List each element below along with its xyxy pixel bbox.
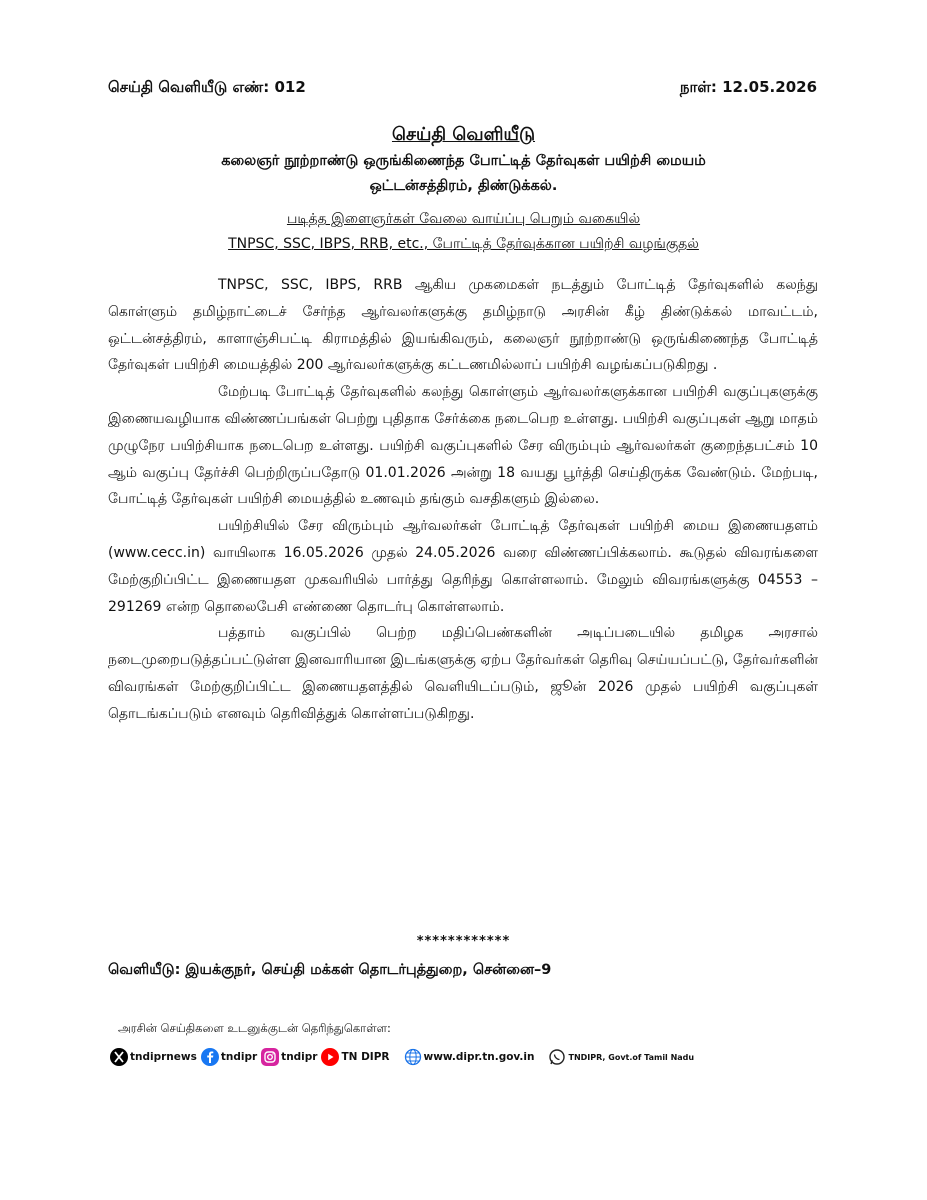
subtitle-line-2: ஒட்டன்சத்திரம், திண்டுக்கல். [369,178,558,194]
social-facebook-label: tndipr [220,1051,258,1063]
globe-icon [404,1048,422,1066]
subtitle-line-1: கலைஞர் நூற்றாண்டு ஒருங்கிணைந்த போட்டித் தேர்வுகள் பயிற்சி மையம் [221,153,706,169]
x-icon [110,1048,128,1066]
body-text [108,272,818,728]
social-facebook[interactable] [201,1048,257,1066]
header-row [108,78,817,98]
social-whatsapp[interactable] [548,1048,694,1066]
youtube-icon [321,1048,339,1066]
social-links [110,1046,698,1068]
follow-text: அரசின் செய்திகளை உடனுக்குடன் தெரிந்துகொள்ள: [118,1021,391,1035]
social-x-label: tndiprnews [130,1051,197,1063]
social-instagram-label: tndipr [281,1051,318,1063]
page-title: செய்தி வெளியீடு [391,124,536,145]
topic-line-1: படித்த இளைஞர்கள் வேலை வாய்ப்பு பெறும் வகையில் [286,211,641,227]
social-instagram[interactable] [261,1048,317,1066]
facebook-icon [201,1048,219,1066]
social-x[interactable] [110,1048,197,1066]
social-youtube-label: TN DIPR [341,1051,390,1063]
social-whatsapp-label: TNDIPR, Govt.of Tamil Nadu [568,1052,695,1062]
instagram-icon [261,1048,279,1066]
social-website-label: www.dipr.tn.gov.in [423,1051,535,1063]
release-number: செய்தி வெளியீடு எண்: 012 [108,78,306,96]
social-website[interactable] [404,1048,535,1066]
separator: ************ [416,934,511,949]
paragraph-1: TNPSC, SSC, IBPS, RRB ஆகிய முகமைகள் நடத்தும் போட்டித் தேர்வுகளில் கலந்து கொள்ளும் தமிழ்நாட்டைச் சேர்ந்த ஆர்வலர்களுக்கு தமிழ்நாடு அரசின் கீழ் திண்டுக்கல் மாவட்டம், ஒட்டன்சத்திரம், காளாஞ்சிபட்டி கிராமத்தில் இயங்கிவரும், கலைஞர் நூற்றாண்டு ஒருங்கிணைந்த போட்டித் தேர்வுகள் பயிற்சி மையத்தில் 200 ஆர்வலர்களுக்கு கட்டணமில்லாப் பயிற்சி வழங்கப்படுகிறது . [108,277,818,374]
social-youtube[interactable] [321,1048,389,1066]
paragraph-3: பயிற்சியில் சேர விரும்பும் ஆர்வலர்கள் போட்டித் தேர்வுகள் பயிற்சி மைய இணையதளம் (www.cecc.in) வாயிலாக 16.05.2026 முதல் 24.05.2026 வரை விண்ணப்பிக்கலாம். கூடுதல் விவரங்களை மேற்குறிப்பிட்ட இணையதள முகவரியில் பார்த்து தெரிந்து கொள்ளலாம். மேலும் விவரங்களுக்கு 04553 – 291269 என்ற தொலைபேசி எண்ணை தொடர்பு கொள்ளலாம். [108,518,818,615]
paragraph-2: மேற்படி போட்டித் தேர்வுகளில் கலந்து கொள்ளும் ஆர்வலர்களுக்கான பயிற்சி வகுப்புகளுக்கு இணையவழியாக விண்ணப்பங்கள் பெற்று புதிதாக சேர்க்கை நடைபெற உள்ளது. பயிற்சி வகுப்புகள் ஆறு மாதம் முழுநேர பயிற்சியாக நடைபெற உள்ளது. பயிற்சி வகுப்புகளில் சேர விரும்பும் ஆர்வலர்கள் குறைந்தபட்சம் 10 ஆம் வகுப்பு தேர்ச்சி பெற்றிருப்பதோடு 01.01.2026 அன்று 18 வயது பூர்த்தி செய்திருக்க வேண்டும். மேற்படி, போட்டித் தேர்வுகள் பயிற்சி மையத்தில் உணவும் தங்கும் வசதிகளும் இல்லை. [108,384,818,508]
whatsapp-icon [548,1048,566,1066]
paragraph-4: பத்தாம் வகுப்பில் பெற்ற மதிப்பெண்களின் அடிப்படையில் தமிழக அரசால் நடைமுறைபடுத்தப்பட்டுள்ள இனவாரியான இடங்களுக்கு ஏற்ப தேர்வர்கள் தெரிவு செய்யப்பட்டு, தேர்வர்களின் விவரங்கள் மேற்குறிப்பிட்ட இணையதளத்தில் வெளியிடப்படும், ஜூன் 2026 முதல் பயிற்சி வகுப்புகள் தொடங்கப்படும் எனவும் தெரிவித்துக் கொள்ளப்படுகிறது. [108,625,818,722]
topic-line-2: TNPSC, SSC, IBPS, RRB, etc., போட்டித் தேர்வுக்கான பயிற்சி வழங்குதல் [228,236,699,252]
release-date: நாள்: 12.05.2026 [679,78,817,96]
released-by: வெளியீடு: இயக்குநர், செய்தி மக்கள் தொடர்புத்துறை, சென்னை–9 [108,962,552,978]
